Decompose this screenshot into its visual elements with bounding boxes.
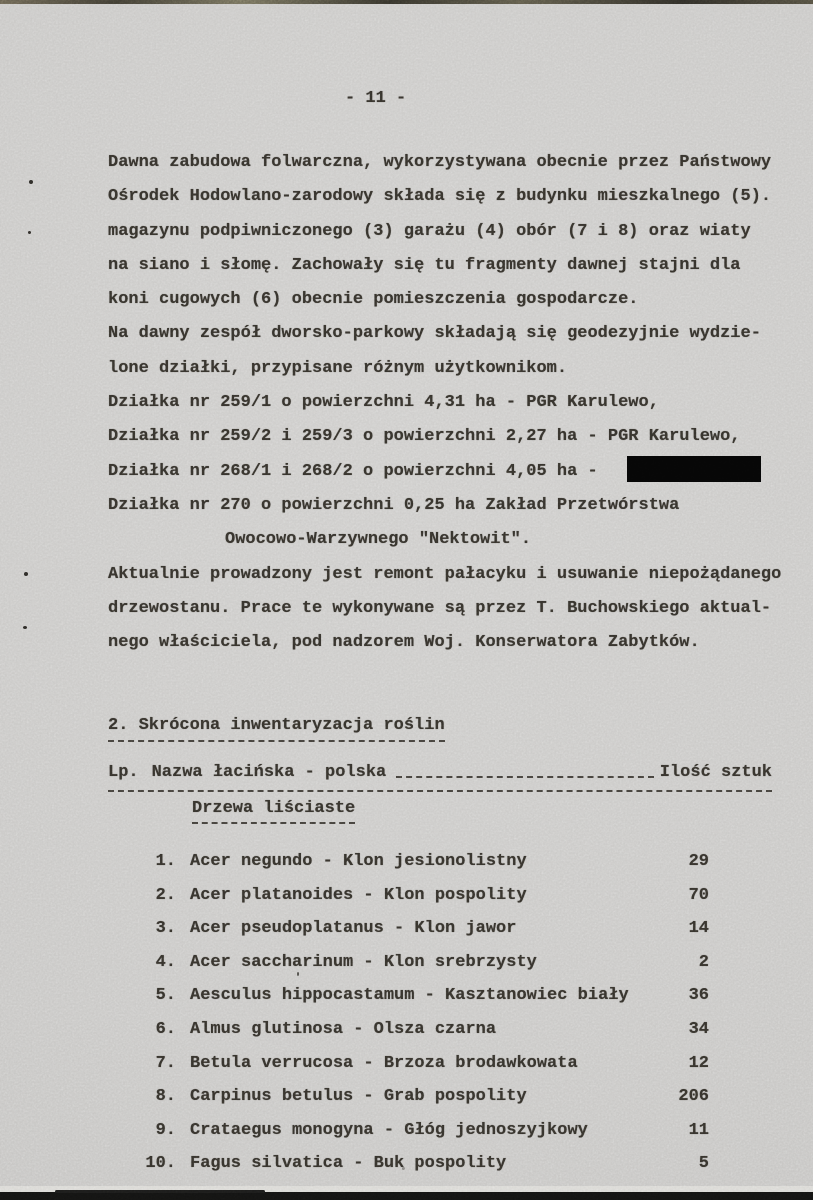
text-line	[108, 455, 803, 489]
line-text: Działka nr 259/1 o powierzchni 4,31 ha - PGR Karulewo,	[108, 393, 659, 413]
row-number: 9.	[155, 1120, 176, 1140]
intro-paragraphs	[108, 146, 803, 660]
text-line	[108, 215, 803, 249]
page-number: - 11 -	[345, 89, 407, 108]
text-line	[108, 386, 803, 420]
plant-name: Carpinus betulus - Grab pospolity	[190, 1087, 527, 1107]
table-row	[108, 1080, 709, 1114]
text-line	[108, 317, 803, 351]
table-row	[108, 845, 709, 879]
table-row	[108, 979, 709, 1013]
ink-speck	[29, 180, 33, 184]
plant-name: Betula verrucosa - Brzoza brodawkowata	[190, 1053, 578, 1073]
column-header-name: Nazwa łacińska - polska	[151, 763, 387, 782]
line-text: lone działki, przypisane różnym użytkownikom.	[108, 358, 568, 378]
plant-name: Acer negundo - Klon jesionolistny	[190, 852, 527, 871]
plant-quantity: 29	[688, 852, 709, 871]
table-row	[108, 879, 709, 913]
ink-speck	[28, 231, 31, 234]
plant-quantity: 36	[688, 986, 709, 1006]
redaction-bar	[627, 456, 761, 482]
section-heading: 2. Skrócona inwentaryzacja roślin	[108, 716, 445, 742]
text-line	[108, 558, 803, 592]
line-text: Ośrodek Hodowlano-zarodowy składa się z budynku mieszkalnego (5).	[108, 187, 772, 207]
scan-edge-top	[0, 0, 813, 4]
group-heading: Drzewa liściaste	[192, 799, 355, 824]
scan-edge-bottom	[0, 1192, 813, 1200]
plant-quantity: 70	[688, 885, 709, 905]
plant-quantity: 206	[678, 1087, 709, 1107]
text-line	[108, 352, 803, 386]
dash-filler	[396, 776, 654, 778]
text-line	[108, 146, 803, 180]
text-line	[108, 523, 803, 557]
row-number: 4.	[155, 952, 176, 972]
ink-speck	[23, 626, 27, 629]
row-number: 8.	[155, 1087, 176, 1107]
table-row	[108, 946, 709, 980]
plant-quantity: 14	[688, 919, 709, 939]
table-row	[108, 912, 709, 946]
row-number: 6.	[155, 1019, 176, 1039]
plant-name: Acer platanoides - Klon pospolity	[190, 885, 527, 905]
plant-name: Acer pseudoplatanus - Klon jawor	[190, 919, 517, 939]
table-header	[108, 763, 772, 792]
inventory-table	[108, 845, 709, 1181]
text-line	[108, 283, 803, 317]
text-line	[108, 626, 803, 660]
line-text: Dawna zabudowa folwarczna, wykorzystywana obecnie przez Państwowy	[108, 153, 772, 172]
column-header-qty: Ilość sztuk	[659, 763, 772, 782]
row-number: 2.	[155, 885, 176, 905]
plant-name: Fagus silvatica - Buk pospolity	[190, 1154, 507, 1174]
row-number: 10.	[145, 1154, 176, 1174]
plant-name: Crataegus monogyna - Głóg jednoszyjkowy	[190, 1120, 588, 1140]
table-row	[108, 1147, 709, 1181]
plant-name: Almus glutinosa - Olsza czarna	[190, 1019, 497, 1039]
plant-quantity: 12	[688, 1053, 709, 1073]
plant-quantity: 11	[688, 1120, 709, 1140]
line-text: na siano i słomę. Zachowały się tu fragmenty dawnej stajni dla	[108, 255, 741, 275]
plant-quantity: 5	[698, 1154, 709, 1174]
table-row	[108, 1047, 709, 1081]
column-header-lp: Lp.	[108, 763, 139, 782]
text-line	[108, 180, 803, 214]
text-line	[108, 420, 803, 454]
line-text: Na dawny zespół dworsko-parkowy składają się geodezyjnie wydzie-	[108, 324, 761, 344]
line-text: Działka nr 270 o powierzchni 0,25 ha Zakład Przetwórstwa	[108, 495, 680, 515]
plant-name: Aesculus hippocastamum - Kasztanowiec biały	[190, 986, 629, 1006]
text-line	[108, 249, 803, 283]
ink-speck	[24, 572, 28, 576]
table-row	[108, 1114, 709, 1148]
row-number: 5.	[155, 986, 176, 1006]
plant-quantity: 34	[688, 1019, 709, 1039]
line-text: Owocowo-Warzywnego "Nektowit".	[225, 530, 532, 550]
row-number: 1.	[155, 852, 176, 871]
row-number: 3.	[155, 919, 176, 939]
line-text: nego właściciela, pod nadzorem Woj. Konserwatora Zabytków.	[108, 633, 700, 653]
table-row	[108, 1013, 709, 1047]
line-text: koni cugowych (6) obecnie pomieszczenia gospodarcze.	[108, 290, 639, 310]
plant-name: Acer saccharinum - Klon srebrzysty	[190, 952, 537, 972]
line-text: drzewostanu. Prace te wykonywane są przez T. Buchowskiego aktual-	[108, 598, 772, 618]
text-line	[108, 592, 803, 626]
row-number: 7.	[155, 1053, 176, 1073]
text-line	[108, 489, 803, 523]
line-text: Aktualnie prowadzony jest remont pałacyku i usuwanie niepożądanego	[108, 564, 782, 584]
line-text: Działka nr 259/2 i 259/3 o powierzchni 2,27 ha - PGR Karulewo,	[108, 427, 741, 447]
plant-quantity: 2	[698, 952, 709, 972]
line-text: magazynu podpiwniczonego (3) garażu (4) obór (7 i 8) oraz wiaty	[108, 221, 751, 241]
line-text: Działka nr 268/1 i 268/2 o powierzchni 4,05 ha -	[108, 461, 598, 481]
